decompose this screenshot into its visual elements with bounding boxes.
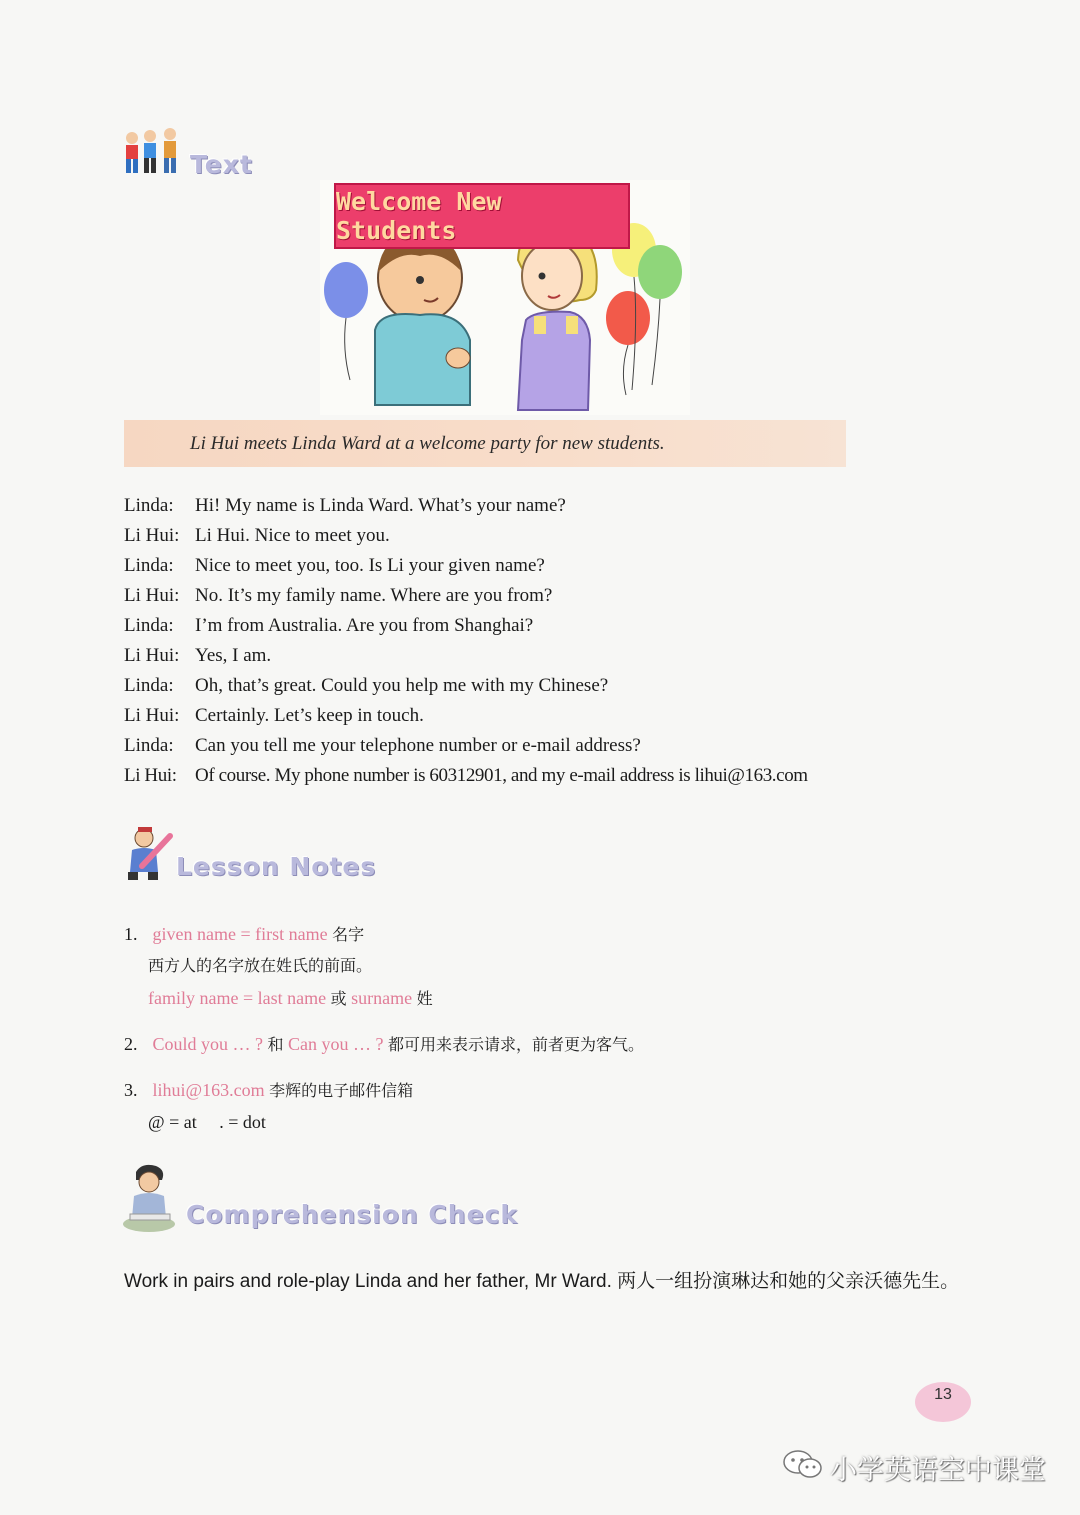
note-1 (124, 918, 924, 950)
utterance: Oh, that’s great. Could you help me with my Chinese? (195, 675, 609, 696)
notes-section-icon (122, 826, 174, 882)
dialogue-line (124, 761, 924, 791)
watermark (782, 1448, 1046, 1487)
note-gloss: 姓 (416, 989, 433, 1008)
utterance: No. It’s my family name. Where are you from? (195, 585, 553, 606)
dialogue-line (124, 521, 924, 551)
note-number: 3. (124, 1080, 138, 1100)
dialogue-line (124, 581, 924, 611)
note-number: 2. (124, 1034, 138, 1054)
speaker: Linda: (124, 675, 174, 696)
note-gloss: 都可用来表示请求，前者更为客气。 (388, 1035, 645, 1054)
note-1-explanation: 西方人的名字放在姓氏的前面。 (148, 956, 373, 975)
check-section-icon (122, 1162, 178, 1234)
dialogue (124, 491, 924, 791)
utterance: Certainly. Let’s keep in touch. (195, 705, 424, 726)
utterance: Hi! My name is Linda Ward. What’s your name? (195, 495, 566, 516)
speaker: Li Hui: (124, 765, 177, 786)
text-section-icon (122, 126, 184, 176)
task-instruction: Work in pairs and role-play Linda and her father, Mr Ward. 两人一组扮演琳达和她的父亲沃德先生。 (124, 1271, 960, 1292)
note-3 (124, 1074, 924, 1106)
check-section-title: Comprehension Check (186, 1200, 518, 1229)
speaker: Li Hui: (124, 645, 180, 666)
note-number: 1. (124, 924, 138, 944)
dialogue-line (124, 491, 924, 521)
utterance: Li Hui. Nice to meet you. (195, 525, 390, 546)
utterance: I’m from Australia. Are you from Shanghai? (195, 615, 534, 636)
note-term: given name = first name (152, 924, 328, 944)
note-2 (124, 1028, 924, 1060)
dialogue-line (124, 551, 924, 581)
note-term: family name = last name (148, 988, 327, 1008)
utterance: Can you tell me your telephone number or e-mail address? (195, 735, 641, 756)
speaker: Linda: (124, 495, 174, 516)
note-term: surname (351, 988, 413, 1008)
watermark-text: 小学英语空中课堂 (830, 1455, 1046, 1486)
wechat-icon (782, 1448, 824, 1487)
note-1-family (124, 982, 924, 1014)
utterance: Yes, I am. (195, 645, 272, 666)
dialogue-line (124, 611, 924, 641)
note-term: lihui@163.com (152, 1080, 265, 1100)
lesson-notes (124, 918, 924, 1138)
dialogue-line (124, 641, 924, 671)
note-term: Can you … ? (288, 1034, 384, 1054)
speaker: Linda: (124, 555, 174, 576)
note-conjunction: 和 (267, 1035, 284, 1054)
page-number: 13 (915, 1382, 971, 1422)
welcome-banner: Welcome New Students (334, 183, 630, 249)
speaker: Li Hui: (124, 525, 180, 546)
dialogue-line (124, 701, 924, 731)
caption-text: Li Hui meets Linda Ward at a welcome party for new students. (190, 432, 665, 454)
utterance: Nice to meet you, too. Is Li your given name? (195, 555, 545, 576)
speaker: Li Hui: (124, 585, 180, 606)
illustration-caption (124, 420, 846, 467)
speaker: Linda: (124, 615, 174, 636)
notes-section-title: Lesson Notes (176, 852, 377, 881)
note-conjunction: 或 (330, 989, 347, 1008)
note-gloss: 名字 (332, 925, 365, 944)
note-gloss: 李辉的电子邮件信箱 (269, 1081, 414, 1100)
speaker: Li Hui: (124, 705, 180, 726)
dialogue-line (124, 671, 924, 701)
note-term: Could you … ? (152, 1034, 263, 1054)
speaker: Linda: (124, 735, 174, 756)
text-section-title: Text (190, 150, 253, 179)
note-3-symbols: @ = at . = dot (148, 1112, 266, 1132)
dialogue-line (124, 731, 924, 761)
utterance: Of course. My phone number is 60312901, and my e-mail address is lihui@163.com (195, 765, 808, 786)
